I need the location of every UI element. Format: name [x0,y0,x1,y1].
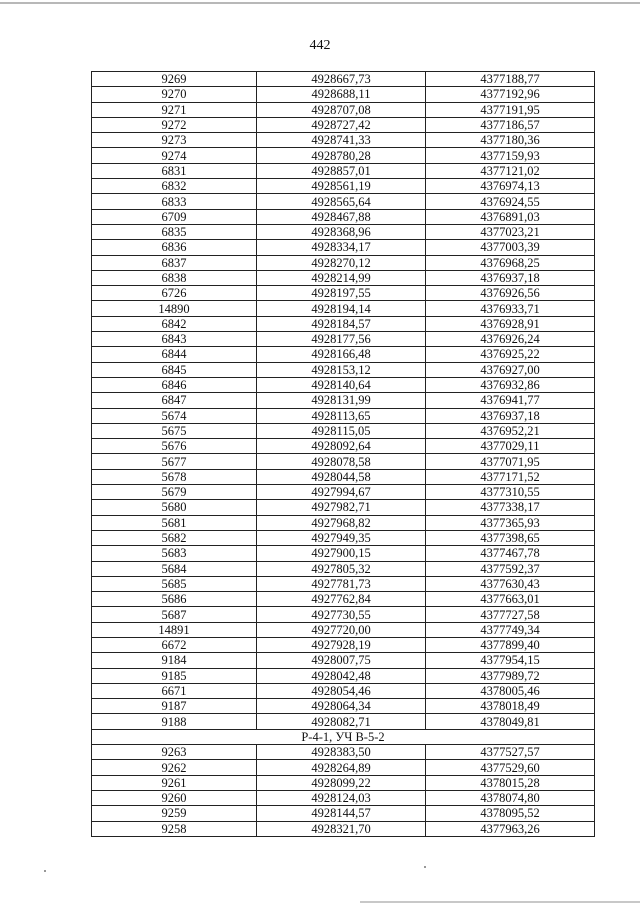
y-coordinate-cell: 4378074,80 [426,790,595,805]
y-coordinate-cell: 4377963,26 [426,821,595,836]
point-number-cell: 9271 [92,102,257,117]
x-coordinate-cell: 4928007,75 [257,653,426,668]
x-coordinate-cell: 4928166,48 [257,347,426,362]
y-coordinate-cell: 4376932,86 [426,377,595,392]
x-coordinate-cell: 4928184,57 [257,316,426,331]
y-coordinate-cell: 4377186,57 [426,117,595,132]
scan-bottom-edge [360,901,640,903]
point-number-cell: 9258 [92,821,257,836]
table-row [92,194,595,209]
point-number-cell: 9185 [92,668,257,683]
table-row [92,576,595,591]
point-number-cell: 9262 [92,760,257,775]
point-number-cell: 9274 [92,148,257,163]
x-coordinate-cell: 4928707,08 [257,102,426,117]
y-coordinate-cell: 4377663,01 [426,592,595,607]
point-number-cell: 5687 [92,607,257,622]
point-number-cell: 5676 [92,439,257,454]
y-coordinate-cell: 4377159,93 [426,148,595,163]
x-coordinate-cell: 4928054,46 [257,683,426,698]
point-number-cell: 6838 [92,270,257,285]
point-number-cell: 5683 [92,546,257,561]
x-coordinate-cell: 4928334,17 [257,240,426,255]
y-coordinate-cell: 4377592,37 [426,561,595,576]
table-row [92,270,595,285]
scan-top-edge [0,2,640,4]
point-number-cell: 5686 [92,592,257,607]
point-number-cell: 9184 [92,653,257,668]
table-row [92,454,595,469]
x-coordinate-cell: 4928177,56 [257,332,426,347]
table-row [92,148,595,163]
x-coordinate-cell: 4928042,48 [257,668,426,683]
x-coordinate-cell: 4928099,22 [257,775,426,790]
table-row [92,209,595,224]
y-coordinate-cell: 4378018,49 [426,699,595,714]
y-coordinate-cell: 4377071,95 [426,454,595,469]
y-coordinate-cell: 4377310,55 [426,485,595,500]
y-coordinate-cell: 4377727,58 [426,607,595,622]
y-coordinate-cell: 4377338,17 [426,500,595,515]
y-coordinate-cell: 4376941,77 [426,393,595,408]
y-coordinate-cell: 4377365,93 [426,515,595,530]
point-number-cell: 5685 [92,576,257,591]
x-coordinate-cell: 4928124,03 [257,790,426,805]
x-coordinate-cell: 4928368,96 [257,224,426,239]
table-row [92,699,595,714]
y-coordinate-cell: 4376968,25 [426,255,595,270]
x-coordinate-cell: 4928467,88 [257,209,426,224]
y-coordinate-cell: 4377192,96 [426,87,595,102]
table-row [92,102,595,117]
table-row [92,790,595,805]
y-coordinate-cell: 4377527,57 [426,745,595,760]
point-number-cell: 5678 [92,469,257,484]
point-number-cell: 9259 [92,806,257,821]
page-number: 442 [309,38,331,53]
x-coordinate-cell: 4928115,05 [257,423,426,438]
x-coordinate-cell: 4927994,67 [257,485,426,500]
y-coordinate-cell: 4376952,21 [426,423,595,438]
table-row [92,224,595,239]
point-number-cell: 6832 [92,179,257,194]
x-coordinate-cell: 4928741,33 [257,133,426,148]
y-coordinate-cell: 4377029,11 [426,439,595,454]
x-coordinate-cell: 4928064,34 [257,699,426,714]
point-number-cell: 6726 [92,286,257,301]
point-number-cell: 9261 [92,775,257,790]
y-coordinate-cell: 4378015,28 [426,775,595,790]
x-coordinate-cell: 4928688,11 [257,87,426,102]
x-coordinate-cell: 4928153,12 [257,362,426,377]
table-row [92,760,595,775]
y-coordinate-cell: 4377180,36 [426,133,595,148]
y-coordinate-cell: 4376927,00 [426,362,595,377]
x-coordinate-cell: 4928044,58 [257,469,426,484]
table-row [92,377,595,392]
point-number-cell: 6835 [92,224,257,239]
point-number-cell: 5680 [92,500,257,515]
x-coordinate-cell: 4927781,73 [257,576,426,591]
y-coordinate-cell: 4377171,52 [426,469,595,484]
x-coordinate-cell: 4927805,32 [257,561,426,576]
y-coordinate-cell: 4377630,43 [426,576,595,591]
table-row [92,546,595,561]
table-row [92,637,595,652]
y-coordinate-cell: 4376924,55 [426,194,595,209]
y-coordinate-cell: 4377188,77 [426,72,595,87]
x-coordinate-cell: 4928565,64 [257,194,426,209]
table-row [92,423,595,438]
coordinates-table-body-a [92,72,595,730]
table-row [92,500,595,515]
table-row [92,286,595,301]
y-coordinate-cell: 4378049,81 [426,714,595,729]
y-coordinate-cell: 4377989,72 [426,668,595,683]
point-number-cell: 6836 [92,240,257,255]
scan-speck [424,866,426,868]
table-row [92,72,595,87]
x-coordinate-cell: 4928270,12 [257,255,426,270]
x-coordinate-cell: 4928194,14 [257,301,426,316]
table-row [92,683,595,698]
point-number-cell: 6846 [92,377,257,392]
point-number-cell: 9270 [92,87,257,102]
table-row [92,469,595,484]
table-row [92,530,595,545]
table-row [92,163,595,178]
table-row [92,332,595,347]
x-coordinate-cell: 4928264,89 [257,760,426,775]
y-coordinate-cell: 4376937,18 [426,408,595,423]
point-number-cell: 9263 [92,745,257,760]
table-row [92,117,595,132]
x-coordinate-cell: 4928082,71 [257,714,426,729]
point-number-cell: 6847 [92,393,257,408]
section-header-row [92,729,595,744]
table-row [92,439,595,454]
y-coordinate-cell: 4376891,03 [426,209,595,224]
table-row [92,316,595,331]
table-row [92,745,595,760]
y-coordinate-cell: 4376933,71 [426,301,595,316]
x-coordinate-cell: 4928197,55 [257,286,426,301]
table-row [92,347,595,362]
x-coordinate-cell: 4927762,84 [257,592,426,607]
x-coordinate-cell: 4928383,50 [257,745,426,760]
point-number-cell: 9269 [92,72,257,87]
table-row [92,362,595,377]
point-number-cell: 9187 [92,699,257,714]
point-number-cell: 6844 [92,347,257,362]
y-coordinate-cell: 4377003,39 [426,240,595,255]
point-number-cell: 6671 [92,683,257,698]
x-coordinate-cell: 4928113,65 [257,408,426,423]
point-number-cell: 6842 [92,316,257,331]
point-number-cell: 5677 [92,454,257,469]
y-coordinate-cell: 4376928,91 [426,316,595,331]
point-number-cell: 5684 [92,561,257,576]
table-row [92,622,595,637]
table-row [92,485,595,500]
table-row [92,668,595,683]
table-row [92,607,595,622]
table-row [92,133,595,148]
point-number-cell: 5675 [92,423,257,438]
point-number-cell: 5679 [92,485,257,500]
y-coordinate-cell: 4378005,46 [426,683,595,698]
coordinates-table [91,71,595,837]
point-number-cell: 6709 [92,209,257,224]
table-row [92,255,595,270]
x-coordinate-cell: 4928214,99 [257,270,426,285]
section-label: Р-4-1, УЧ В-5-2 [92,729,595,744]
section-header-group [92,729,595,744]
x-coordinate-cell: 4927982,71 [257,500,426,515]
x-coordinate-cell: 4928667,73 [257,72,426,87]
y-coordinate-cell: 4377529,60 [426,760,595,775]
table-row [92,806,595,821]
x-coordinate-cell: 4927730,55 [257,607,426,622]
table-row [92,775,595,790]
table-row [92,408,595,423]
point-number-cell: 5682 [92,530,257,545]
x-coordinate-cell: 4928857,01 [257,163,426,178]
point-number-cell: 6672 [92,637,257,652]
x-coordinate-cell: 4927949,35 [257,530,426,545]
table-row [92,393,595,408]
x-coordinate-cell: 4928131,99 [257,393,426,408]
scan-speck [44,870,46,872]
point-number-cell: 9272 [92,117,257,132]
x-coordinate-cell: 4927928,19 [257,637,426,652]
point-number-cell: 5681 [92,515,257,530]
point-number-cell: 6843 [92,332,257,347]
point-number-cell: 14891 [92,622,257,637]
y-coordinate-cell: 4377121,02 [426,163,595,178]
y-coordinate-cell: 4378095,52 [426,806,595,821]
x-coordinate-cell: 4927968,82 [257,515,426,530]
y-coordinate-cell: 4376974,13 [426,179,595,194]
x-coordinate-cell: 4928321,70 [257,821,426,836]
table-row [92,821,595,836]
point-number-cell: 6831 [92,163,257,178]
point-number-cell: 6837 [92,255,257,270]
y-coordinate-cell: 4377467,78 [426,546,595,561]
table-row [92,592,595,607]
x-coordinate-cell: 4928561,19 [257,179,426,194]
table-row [92,714,595,729]
coordinates-table-body-b [92,745,595,837]
y-coordinate-cell: 4376926,56 [426,286,595,301]
x-coordinate-cell: 4927720,00 [257,622,426,637]
x-coordinate-cell: 4928078,58 [257,454,426,469]
table-row [92,179,595,194]
y-coordinate-cell: 4377899,40 [426,637,595,652]
point-number-cell: 14890 [92,301,257,316]
y-coordinate-cell: 4377023,21 [426,224,595,239]
y-coordinate-cell: 4377191,95 [426,102,595,117]
point-number-cell: 6845 [92,362,257,377]
table-row [92,240,595,255]
point-number-cell: 5674 [92,408,257,423]
y-coordinate-cell: 4377749,34 [426,622,595,637]
y-coordinate-cell: 4376937,18 [426,270,595,285]
table-row [92,515,595,530]
point-number-cell: 6833 [92,194,257,209]
y-coordinate-cell: 4377954,15 [426,653,595,668]
x-coordinate-cell: 4928144,57 [257,806,426,821]
y-coordinate-cell: 4377398,65 [426,530,595,545]
y-coordinate-cell: 4376926,24 [426,332,595,347]
x-coordinate-cell: 4928140,64 [257,377,426,392]
point-number-cell: 9260 [92,790,257,805]
x-coordinate-cell: 4928727,42 [257,117,426,132]
point-number-cell: 9273 [92,133,257,148]
y-coordinate-cell: 4376925,22 [426,347,595,362]
x-coordinate-cell: 4927900,15 [257,546,426,561]
table-row [92,301,595,316]
table-row [92,87,595,102]
x-coordinate-cell: 4928780,28 [257,148,426,163]
x-coordinate-cell: 4928092,64 [257,439,426,454]
table-row [92,653,595,668]
point-number-cell: 9188 [92,714,257,729]
table-row [92,561,595,576]
